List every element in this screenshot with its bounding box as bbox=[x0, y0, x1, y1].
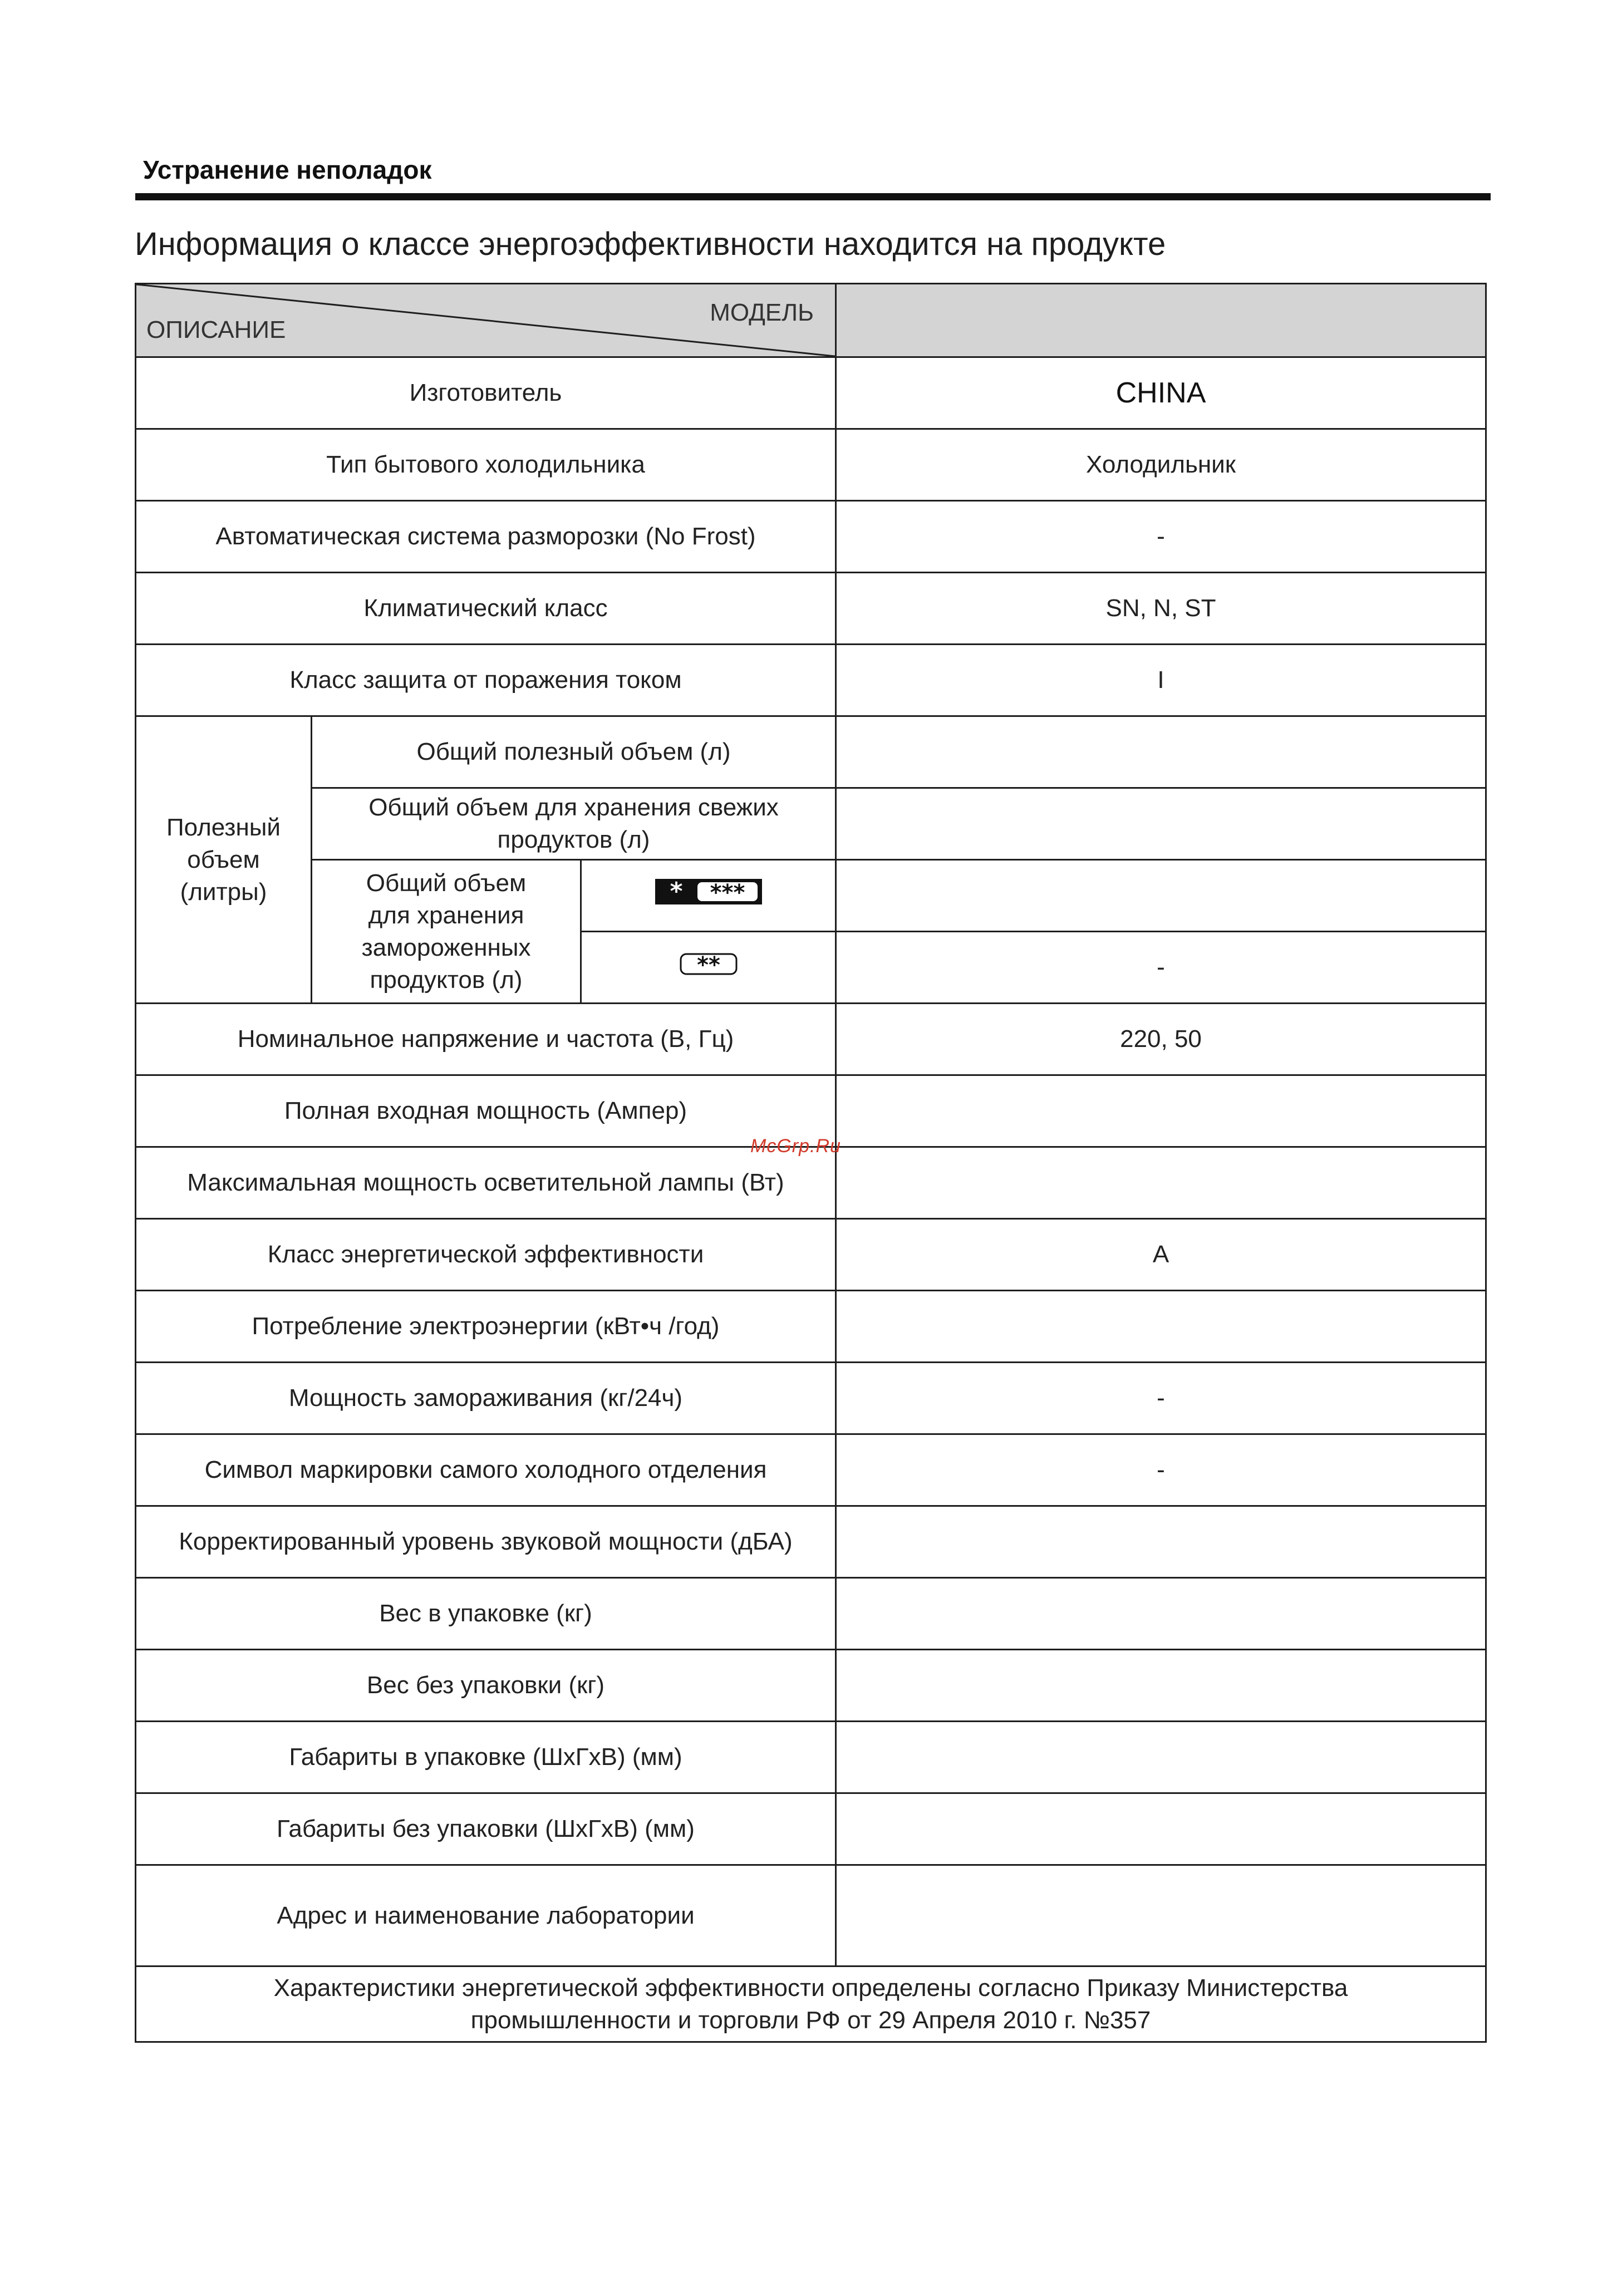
table-row bbox=[136, 1793, 1486, 1865]
two-star-symbol-cell bbox=[581, 932, 836, 1004]
table-row bbox=[136, 357, 1486, 429]
model-value-cell bbox=[836, 284, 1486, 357]
svg-text:***: *** bbox=[710, 879, 745, 904]
four-star-freezer-icon bbox=[655, 879, 762, 904]
table-row bbox=[136, 1865, 1486, 1966]
row-value bbox=[836, 1793, 1486, 1865]
row-value bbox=[836, 1865, 1486, 1966]
row-value bbox=[836, 1578, 1486, 1650]
row-label: Максимальная мощность осветительной лампы (Вт) bbox=[136, 1147, 836, 1219]
four-star-symbol-cell bbox=[581, 860, 836, 932]
row-value: - bbox=[836, 1363, 1486, 1434]
table-row bbox=[136, 1722, 1486, 1793]
volume-frozen-line: продуктов (л) bbox=[370, 966, 523, 994]
volume-frozen-line: для хранения bbox=[368, 901, 524, 929]
row-value bbox=[836, 1650, 1486, 1722]
row-label: Автоматическая система разморозки (No Frost) bbox=[136, 501, 836, 573]
two-star-freezer-icon bbox=[680, 953, 738, 975]
table-row bbox=[136, 1147, 1486, 1219]
table-row bbox=[136, 1578, 1486, 1650]
volume-group-line: Полезный bbox=[166, 813, 281, 841]
row-label: Номинальное напряжение и частота (В, Гц) bbox=[136, 1004, 836, 1075]
section-title: Устранение неполадок bbox=[143, 155, 432, 184]
svg-text:**: ** bbox=[696, 953, 720, 975]
row-value: CHINA bbox=[836, 357, 1486, 429]
table-row bbox=[136, 1291, 1486, 1363]
volume-total-value bbox=[836, 716, 1486, 788]
volume-group-line: (литры) bbox=[180, 878, 267, 906]
row-label: Символ маркировки самого холодного отделения bbox=[136, 1434, 836, 1506]
footnote-line: Характеристики энергетической эффективности определены согласно Приказу Министерства bbox=[273, 1974, 1348, 2002]
volume-fresh-line: Общий объем для хранения свежих bbox=[368, 794, 779, 821]
row-label: Полная входная мощность (Ампер) bbox=[136, 1075, 836, 1147]
header-description: ОПИСАНИЕ bbox=[146, 316, 286, 343]
row-label: Класс энергетической эффективности bbox=[136, 1219, 836, 1291]
volume-total-label: Общий полезный объем (л) bbox=[312, 716, 836, 788]
volume-frozen-label bbox=[312, 860, 581, 1004]
row-value: - bbox=[836, 1434, 1486, 1506]
row-value: SN, N, ST bbox=[836, 573, 1486, 645]
row-label: Изготовитель bbox=[136, 357, 836, 429]
volume-fresh-label bbox=[312, 788, 836, 860]
row-label: Вес без упаковки (кг) bbox=[136, 1650, 836, 1722]
table-row bbox=[136, 501, 1486, 573]
table-row bbox=[136, 1004, 1486, 1075]
watermark: McGrp.Ru bbox=[750, 1135, 841, 1157]
footnote bbox=[136, 1966, 1486, 2042]
table-row bbox=[136, 1506, 1486, 1578]
row-value: - bbox=[836, 501, 1486, 573]
volume-frozen-line: Общий объем bbox=[366, 869, 527, 897]
volume-fresh-value bbox=[836, 788, 1486, 860]
volume-row-total bbox=[136, 716, 1486, 788]
row-label: Климатический класс bbox=[136, 573, 836, 645]
table-row bbox=[136, 645, 1486, 716]
table-row bbox=[136, 1650, 1486, 1722]
svg-text:*: * bbox=[669, 878, 683, 904]
table-row bbox=[136, 429, 1486, 501]
volume-row-fresh bbox=[136, 788, 1486, 860]
row-value: Холодильник bbox=[836, 429, 1486, 501]
page-subtitle: Информация о классе энергоэффективности находится на продукте bbox=[135, 226, 1166, 262]
table-row bbox=[136, 573, 1486, 645]
row-value: 220, 50 bbox=[836, 1004, 1486, 1075]
row-label: Габариты без упаковки (ШхГхВ) (мм) bbox=[136, 1793, 836, 1865]
header-diagonal-cell bbox=[136, 284, 836, 357]
row-label: Вес в упаковке (кг) bbox=[136, 1578, 836, 1650]
two-star-value: - bbox=[836, 932, 1486, 1004]
row-label: Габариты в упаковке (ШхГхВ) (мм) bbox=[136, 1722, 836, 1793]
table-row bbox=[136, 1434, 1486, 1506]
four-star-value bbox=[836, 860, 1486, 932]
row-value bbox=[836, 1075, 1486, 1147]
table-row bbox=[136, 1219, 1486, 1291]
row-value: I bbox=[836, 645, 1486, 716]
spec-table bbox=[135, 283, 1487, 2043]
volume-group-line: объем bbox=[187, 845, 260, 873]
row-label: Класс защита от поражения током bbox=[136, 645, 836, 716]
row-label: Корректированный уровень звуковой мощности (дБА) bbox=[136, 1506, 836, 1578]
row-label: Мощность замораживания (кг/24ч) bbox=[136, 1363, 836, 1434]
row-label: Потребление электроэнергии (кВт•ч /год) bbox=[136, 1291, 836, 1363]
row-value bbox=[836, 1291, 1486, 1363]
header-model: МОДЕЛЬ bbox=[710, 299, 814, 326]
volume-group-label bbox=[136, 716, 312, 1004]
volume-row-four-star bbox=[136, 860, 1486, 932]
row-value bbox=[836, 1147, 1486, 1219]
row-label: Тип бытового холодильника bbox=[136, 429, 836, 501]
footnote-line: промышленности и торговли РФ от 29 Апреля 2010 г. №357 bbox=[470, 2006, 1151, 2034]
table-row bbox=[136, 1363, 1486, 1434]
row-label: Адрес и наименование лаборатории bbox=[136, 1865, 836, 1966]
footnote-row bbox=[136, 1966, 1486, 2042]
header-rule bbox=[135, 193, 1491, 200]
volume-frozen-line: замороженных bbox=[361, 933, 531, 961]
row-value: A bbox=[836, 1219, 1486, 1291]
row-value bbox=[836, 1722, 1486, 1793]
volume-fresh-line: продуктов (л) bbox=[497, 826, 650, 853]
table-header-row bbox=[136, 284, 1486, 357]
row-value bbox=[836, 1506, 1486, 1578]
